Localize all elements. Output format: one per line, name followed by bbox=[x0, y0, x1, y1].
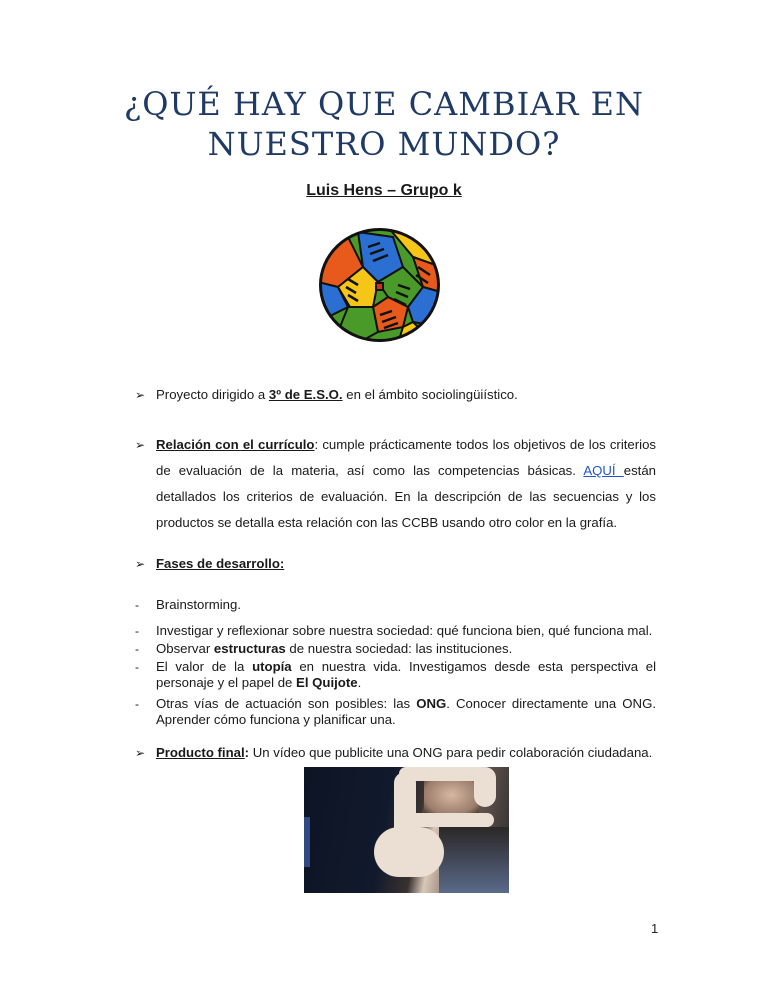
phase-text: Brainstorming. bbox=[156, 597, 242, 612]
phase-bold-term: El Quijote bbox=[296, 675, 358, 690]
curriculum-text-2: están detallados los criterios de evaluación. En la descripción de las secuencias y los productos se detalla esta relación con las CCBB usando otro color en la grafía. bbox=[156, 463, 657, 530]
dash-bullet-icon: - bbox=[135, 624, 139, 638]
page-number: 1 bbox=[651, 921, 659, 936]
document-title-line-1: ¿QUÉ HAY QUE CAMBIAR EN bbox=[124, 85, 644, 123]
phases-heading: Fases de desarrollo: bbox=[156, 556, 285, 571]
phase-bold-term: utopía bbox=[252, 659, 292, 674]
audience-suffix: en el ámbito sociolingüiístico. bbox=[342, 387, 518, 402]
phase-text: Investigar y reflexionar sobre nuestra sociedad: qué funciona bien, qué funciona mal. bbox=[156, 623, 653, 638]
document-title-line-2: NUESTRO MUNDO? bbox=[207, 125, 561, 163]
arrow-bullet-icon: ➢ bbox=[135, 746, 146, 760]
phase-text: Observar bbox=[156, 641, 214, 656]
photo-palm bbox=[374, 827, 444, 877]
photo-finger-bottom bbox=[404, 813, 494, 827]
author-subtitle: Luis Hens – Grupo k bbox=[306, 182, 462, 199]
dash-bullet-icon: - bbox=[135, 642, 139, 656]
phase-text: . Conocer directamente una ONG. Aprender cómo funciona y planificar una. bbox=[156, 696, 656, 727]
dash-bullet-icon: - bbox=[135, 697, 139, 711]
final-product-colon: : bbox=[244, 745, 250, 760]
phase-bold-term: estructuras bbox=[213, 641, 286, 656]
phase-text: en nuestra vida. Investigamos desde esta perspectiva el personaje y el papel de bbox=[156, 659, 657, 690]
phase-text: Otras vías de actuación son posibles: las bbox=[156, 696, 417, 711]
phase-bold-term: ONG bbox=[416, 696, 447, 711]
final-product-text: Un vídeo que publicite una ONG para pedir colaboración ciudadana. bbox=[249, 745, 653, 760]
photo-hair bbox=[439, 827, 509, 893]
phase-text: El valor de la bbox=[156, 659, 253, 674]
globe-of-hands-icon bbox=[318, 227, 441, 343]
curriculum-heading: Relación con el currículo bbox=[156, 437, 315, 452]
aqui-link[interactable]: AQUÍ bbox=[583, 463, 624, 478]
phase-text: de nuestra sociedad: las instituciones. bbox=[285, 641, 513, 656]
photo-detail bbox=[304, 817, 310, 867]
dash-bullet-icon: - bbox=[135, 598, 139, 612]
curriculum-text-1: : cumple prácticamente todos los objetivos de los criterios de evaluación de la materia, así como las competencias básicas. bbox=[156, 437, 657, 478]
arrow-bullet-icon: ➢ bbox=[135, 388, 146, 402]
dash-bullet-icon: - bbox=[135, 660, 139, 674]
photo-face bbox=[424, 775, 479, 815]
final-product-heading: Producto final bbox=[156, 745, 245, 760]
phase-text: . bbox=[357, 675, 362, 690]
audience-prefix: Proyecto dirigido a bbox=[156, 387, 269, 402]
photo-finger-frame bbox=[304, 767, 509, 893]
arrow-bullet-icon: ➢ bbox=[135, 557, 146, 571]
arrow-bullet-icon: ➢ bbox=[135, 438, 146, 452]
audience-grade: 3º de E.S.O. bbox=[268, 387, 343, 402]
photo-thumb-top bbox=[474, 767, 496, 807]
